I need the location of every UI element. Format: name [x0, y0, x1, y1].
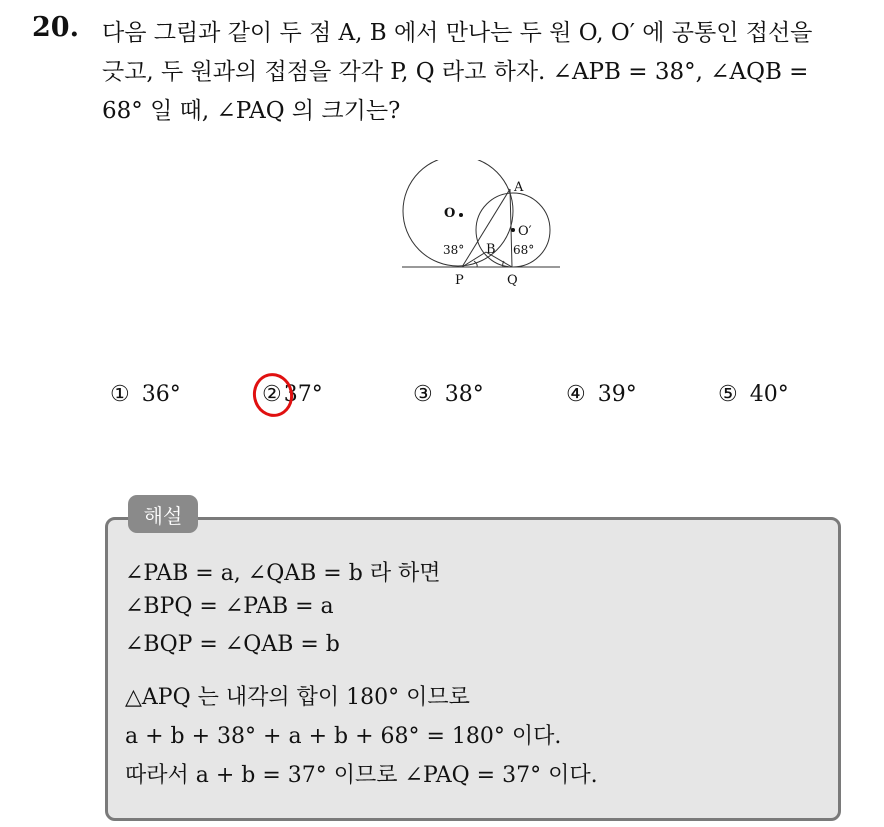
label-p: P — [455, 273, 464, 288]
label-o-prime: O′ — [518, 224, 532, 239]
solution-line-1: ∠PAB = a, ∠QAB = b 라 하면 — [125, 561, 441, 586]
choice-text: 36° — [141, 382, 181, 407]
choice-mark: ⑤ — [718, 382, 738, 407]
choice-text: 38° — [444, 382, 484, 407]
angle-arc-p — [474, 261, 477, 267]
choice-4[interactable] — [566, 382, 637, 407]
question-line-2: 긋고, 두 원과의 접점을 각각 P, Q 라고 하자. ∠APB = 38°, ∠AQB = — [102, 59, 809, 85]
choice-5[interactable] — [718, 382, 789, 407]
label-a: A — [514, 180, 524, 195]
choice-3[interactable] — [413, 382, 484, 407]
choice-mark: ④ — [566, 382, 586, 407]
solution-line-5: a + b + 38° + a + b + 68° = 180° 이다. — [125, 724, 562, 749]
choice-text: 39° — [597, 382, 637, 407]
segment-bp — [462, 252, 486, 267]
choice-text: 37° — [283, 382, 323, 407]
choice-mark: ② — [262, 382, 282, 407]
label-q: Q — [507, 273, 518, 288]
choice-mark: ③ — [413, 382, 433, 407]
question-number: 20. — [32, 12, 79, 43]
question-line-3: 68° 일 때, ∠PAQ 의 크기는? — [102, 98, 401, 124]
label-b: B — [486, 242, 496, 257]
label-angle-38: 38° — [443, 243, 465, 257]
choice-text: 40° — [749, 382, 789, 407]
label-angle-68: 68° — [513, 243, 535, 257]
choice-1[interactable] — [110, 382, 181, 407]
label-o: O — [444, 206, 456, 221]
solution-line-3: ∠BQP = ∠QAB = b — [125, 632, 340, 657]
center-o-prime-dot — [511, 228, 515, 232]
question-line-1: 다음 그림과 같이 두 점 A, B 에서 만나는 두 원 O, O′ 에 공통인 접선을 — [102, 20, 813, 46]
solution-tab: 해설 — [128, 495, 198, 533]
solution-line-6: 따라서 a + b = 37° 이므로 ∠PAQ = 37° 이다. — [125, 763, 598, 788]
geometry-figure — [400, 160, 565, 295]
solution-line-2: ∠BPQ = ∠PAB = a — [125, 594, 334, 619]
selected-answer-circle — [249, 369, 297, 420]
center-o-dot — [459, 213, 463, 217]
choice-mark: ① — [110, 382, 130, 407]
solution-line-4: △APQ 는 내각의 합이 180° 이므로 — [125, 685, 470, 710]
